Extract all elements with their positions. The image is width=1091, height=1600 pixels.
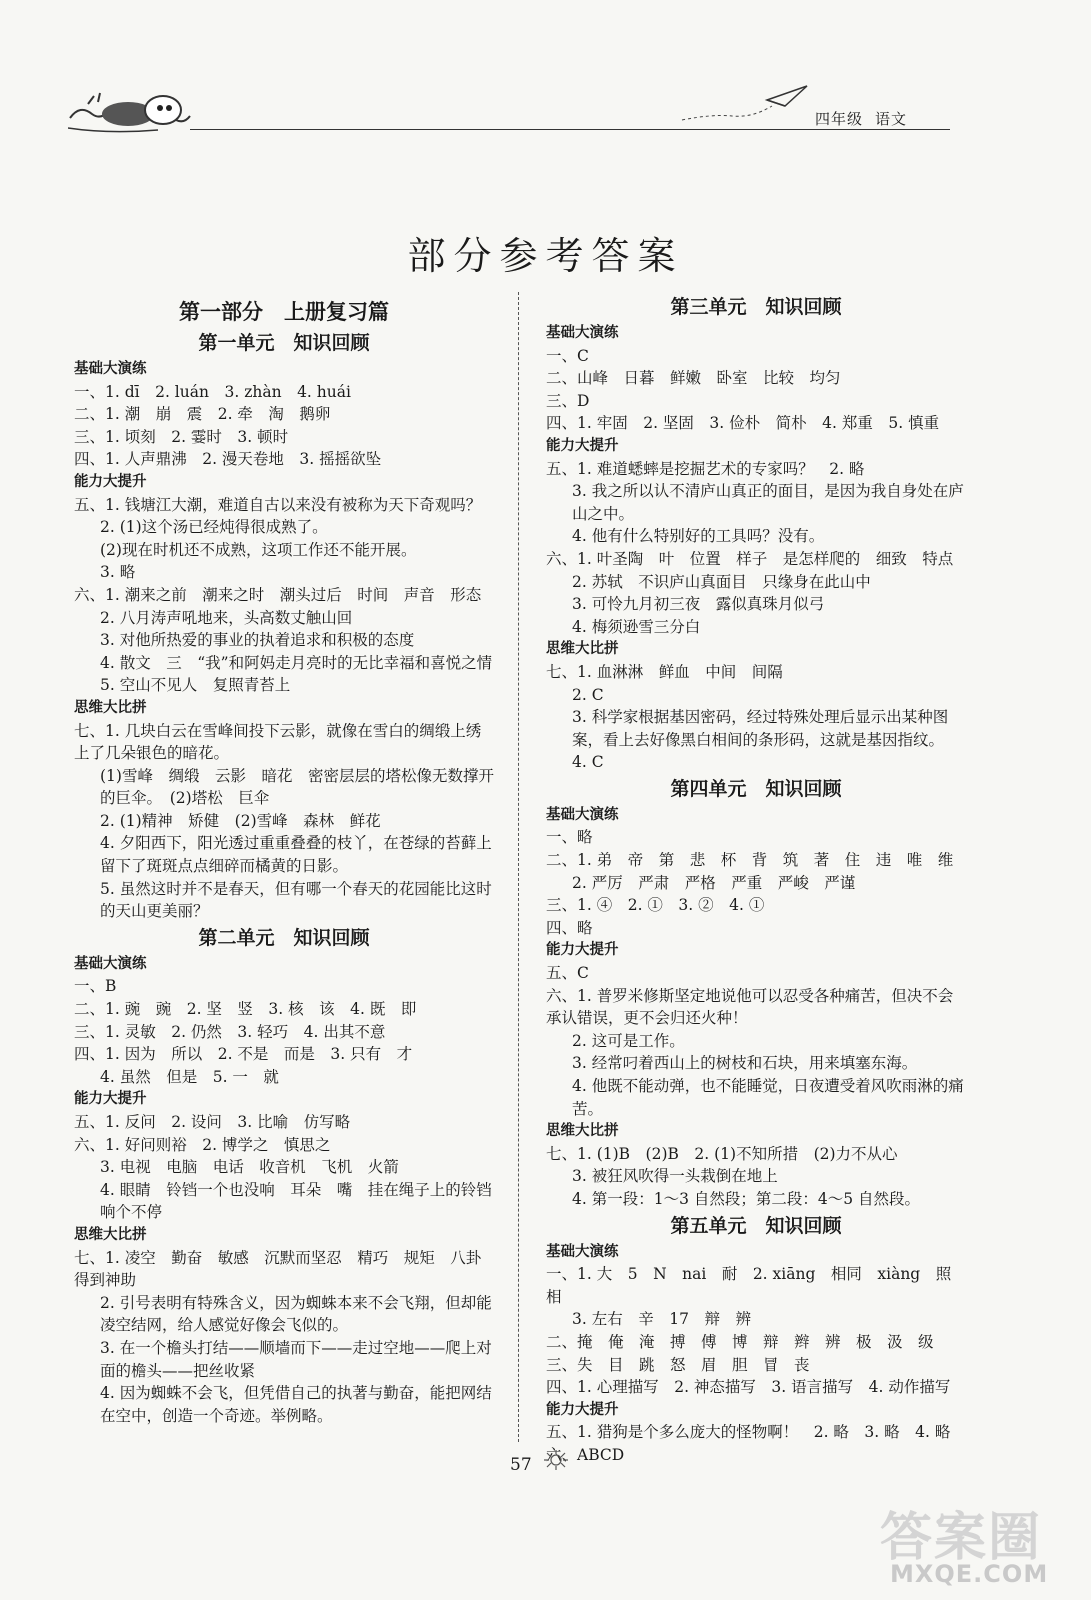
unit-heading: 第一单元 知识回顾 — [198, 332, 370, 354]
answer-line: 四、1. 牢固 2. 坚固 3. 俭朴 简朴 4. 郑重 5. 慎重 — [546, 414, 940, 433]
answer-line: 五、1. 反问 2. 设问 3. 比喻 仿写略 — [74, 1113, 351, 1131]
answer-line: 2. 引号表明有特殊含义，因为蜘蛛本来不会飞翔，但却能凌空结网，给人感觉好像会飞似的。 — [100, 1293, 492, 1335]
answer-line: 3. 对他所热爱的事业的执着追求和积极的态度 — [100, 631, 415, 650]
answer-line: 七、1. (1)B (2)B 2. (1)不知所措 (2)力不从心 — [546, 1144, 898, 1163]
flower-icon — [536, 1448, 576, 1472]
section-label: 思维大比拼 — [74, 699, 147, 716]
answer-line: 六、1. 好问则裕 2. 博学之 慎思之 — [74, 1135, 331, 1154]
paper-plane-icon — [672, 78, 812, 128]
answer-line: 4. 散文 三 “我”和阿妈走月亮时的无比幸福和喜悦之情 — [100, 653, 493, 672]
answer-line: 4. 因为蜘蛛不会飞，但凭借自己的执著与勤奋，能把网结在空中，创造一个奇迹。举例略。 — [100, 1384, 492, 1425]
answer-line: 5. 空山不见人 复照青苔上 — [100, 676, 291, 695]
answer-line: 3. 可怜九月初三夜 露似真珠月似弓 — [572, 595, 825, 614]
answer-line: 4. 第一段：1～3 自然段；第二段：4～5 自然段。 — [572, 1189, 921, 1208]
answer-line: 三、1. 灵敏 2. 仍然 3. 轻巧 4. 出其不意 — [74, 1022, 386, 1041]
section-label: 思维大比拼 — [546, 641, 619, 658]
answer-line: 三、D — [546, 391, 590, 410]
answer-line: 2. 严厉 严肃 严格 严重 严峻 严谨 — [572, 873, 856, 892]
column-divider — [518, 292, 519, 1442]
answer-line: 五、1. 猎狗是个多么庞大的怪物啊！ 2. 略 3. 略 4. 略 — [546, 1423, 951, 1442]
section-label: 思维大比拼 — [546, 1123, 619, 1140]
answer-line: 三、1. ④ 2. ① 3. ② 4. ① — [546, 896, 765, 915]
answer-line: 一、B — [74, 977, 117, 996]
answer-line: 五、C — [546, 964, 589, 983]
section-label: 能力大提升 — [546, 1401, 619, 1418]
answer-line: 2. (1)这个汤已经炖得很成熟了。 — [100, 518, 328, 537]
watermark-url: MXQE.COM — [890, 1560, 1049, 1588]
answer-line: 四、1. 人声鼎沸 2. 漫天卷地 3. 摇摇欲坠 — [74, 450, 382, 469]
unit-heading: 第五单元 知识回顾 — [670, 1214, 842, 1237]
answer-line: 二、1. 弟 帝 第 悲 杯 背 筑 著 住 违 唯 维 — [546, 851, 954, 870]
answer-line: 2. (1)精神 矫健 (2)雪峰 森林 鲜花 — [100, 811, 381, 830]
section-label: 思维大比拼 — [74, 1226, 147, 1243]
answer-line: 六、1. 普罗米修斯坚定地说他可以忍受各种痛苦，但决不会承认错误，更不会归还火种！ — [546, 986, 954, 1028]
answer-line: 3. 科学家根据基因密码，经过特殊处理后显示出某种图案，看上去好像黑白相间的条形码，这就是基因指纹。 — [572, 708, 949, 749]
watermark-logo: 答案圈 — [880, 1507, 1043, 1568]
answer-line: 3. 电视 电脑 电话 收音机 飞机 火箭 — [100, 1158, 399, 1177]
section-label: 能力大提升 — [546, 942, 619, 959]
section-label: 基础大演练 — [546, 325, 619, 341]
answer-line: 六、ABCD — [546, 1445, 625, 1464]
header-cartoon-decoration — [68, 86, 198, 136]
page-title: 部分参考答案 — [407, 234, 684, 279]
section-label: 基础大演练 — [74, 361, 147, 377]
answer-line: (2)现在时机还不成熟，这项工作还不能开展。 — [100, 540, 417, 559]
answer-line: 六、1. 叶圣陶 叶 位置 样子 是怎样爬的 细致 特点 — [546, 549, 954, 568]
answer-line: 4. 他有什么特别好的工具吗？没有。 — [572, 527, 825, 546]
answer-line: 四、1. 因为 所以 2. 不是 而是 3. 只有 才 — [74, 1045, 413, 1064]
unit-heading: 第三单元 知识回顾 — [670, 296, 842, 318]
right-column — [546, 292, 966, 1467]
page-number: 57 — [510, 1455, 532, 1475]
answer-line: 三、1. 顷刻 2. 霎时 3. 顿时 — [74, 427, 289, 446]
answer-line: (1)雪峰 绸缎 云影 暗花 密密层层的塔松像无数撑开的巨伞。 (2)塔松 巨伞 — [100, 766, 494, 808]
answer-line: 4. C — [572, 753, 604, 772]
answer-line: 3. 经常叼着西山上的树枝和石块，用来填塞东海。 — [572, 1054, 918, 1073]
answer-line: 3. 略 — [100, 563, 136, 582]
answer-line: 2. C — [572, 685, 604, 704]
answer-line: 一、1. 大 5 N nai 耐 2. xiāng 相同 xiàng 照相 — [546, 1265, 952, 1306]
answer-line: 五、1. 难道蟋蟀是挖掘艺术的专家吗？ 2. 略 — [546, 459, 865, 478]
answer-line: 一、1. dī 2. luán 3. zhàn 4. huái — [74, 382, 351, 401]
answer-line: 二、山峰 日暮 鲜嫩 卧室 比较 均匀 — [546, 369, 841, 388]
section-label: 基础大演练 — [546, 1243, 619, 1260]
answer-line: 3. 在一个檐头打结——顺墙而下——走过空地——爬上对面的檐头——把丝收紧 — [100, 1338, 492, 1380]
header-grade-subject — [815, 108, 919, 129]
section-label: 基础大演练 — [546, 806, 619, 823]
answer-line: 二、掩 俺 淹 搏 傅 博 辩 辫 辨 极 汲 级 — [546, 1332, 934, 1351]
answer-line: 二、1. 豌 豌 2. 坚 竖 3. 核 该 4. 既 即 — [74, 1000, 417, 1019]
answer-line: 七、1. 几块白云在雪峰间投下云影，就像在雪白的绸缎上绣上了几朵银色的暗花。 — [74, 721, 482, 763]
answer-line: 五、1. 钱塘江大潮，难道自古以来没有被称为天下奇观吗？ — [74, 495, 482, 514]
section-label: 基础大演练 — [74, 955, 147, 972]
answer-line: 2. 苏轼 不识庐山真面目 只缘身在此山中 — [572, 572, 871, 591]
answer-line: 4. 梅须逊雪三分白 — [572, 617, 701, 636]
answer-line: 4. 夕阳西下，阳光透过重重叠叠的枝丫，在苍绿的苔藓上留下了斑斑点点细碎而橘黄的日影。 — [100, 834, 492, 876]
left-column — [74, 292, 497, 1427]
answer-line: 4. 他既不能动弹，也不能睡觉，日夜遭受着风吹雨淋的痛苦。 — [572, 1077, 964, 1118]
answer-line: 2. 八月涛声吼地来，头高数丈触山回 — [100, 608, 353, 627]
answer-line: 一、略 — [546, 828, 593, 847]
answer-line: 4. 眼睛 铃铛一个也没响 耳朵 嘴 挂在绳子上的铃铛响个不停 — [100, 1180, 492, 1222]
answer-line: 六、1. 潮来之前 潮来之时 潮头过后 时间 声音 形态 — [74, 585, 482, 604]
answer-line: 3. 左右 辛 17 辩 辨 — [572, 1310, 751, 1329]
answer-line: 二、1. 潮 崩 震 2. 牵 淘 鹅卵 — [74, 405, 331, 424]
answer-line: 四、1. 心理描写 2. 神态描写 3. 语言描写 4. 动作描写 — [546, 1378, 951, 1397]
unit-heading: 第四单元 知识回顾 — [670, 777, 842, 800]
header-subject: 语文 — [875, 110, 908, 128]
answer-line: 3. 被狂风吹得一头栽倒在地上 — [572, 1167, 778, 1186]
answer-line: 5. 虽然这时并不是春天，但有哪一个春天的花园能比这时的天山更美丽？ — [100, 879, 492, 921]
unit-heading: 第二单元 知识回顾 — [198, 926, 370, 949]
answer-line: 七、1. 凌空 勤奋 敏感 沉默而坚忍 精巧 规矩 八卦 得到神助 — [74, 1248, 497, 1290]
header-grade: 四年级 — [815, 110, 864, 128]
answer-line: 七、1. 血淋淋 鲜血 中间 间隔 — [546, 662, 783, 681]
section-label: 能力大提升 — [74, 473, 147, 490]
answer-line: 4. 虽然 但是 5. 一 就 — [100, 1067, 279, 1086]
answer-line: 2. 这可是工作。 — [572, 1031, 685, 1050]
section-label: 能力大提升 — [74, 1091, 147, 1108]
answer-line: 一、C — [546, 346, 589, 365]
header-rule — [190, 129, 950, 130]
answer-line: 3. 我之所以认不清庐山真正的面目，是因为我自身处在庐山之中。 — [572, 482, 964, 523]
section-label: 能力大提升 — [546, 437, 619, 454]
part-heading: 第一部分 上册复习篇 — [179, 300, 389, 324]
answer-line: 三、失 目 跳 怒 眉 胆 冒 丧 — [546, 1355, 810, 1374]
answer-line: 四、略 — [546, 918, 593, 937]
